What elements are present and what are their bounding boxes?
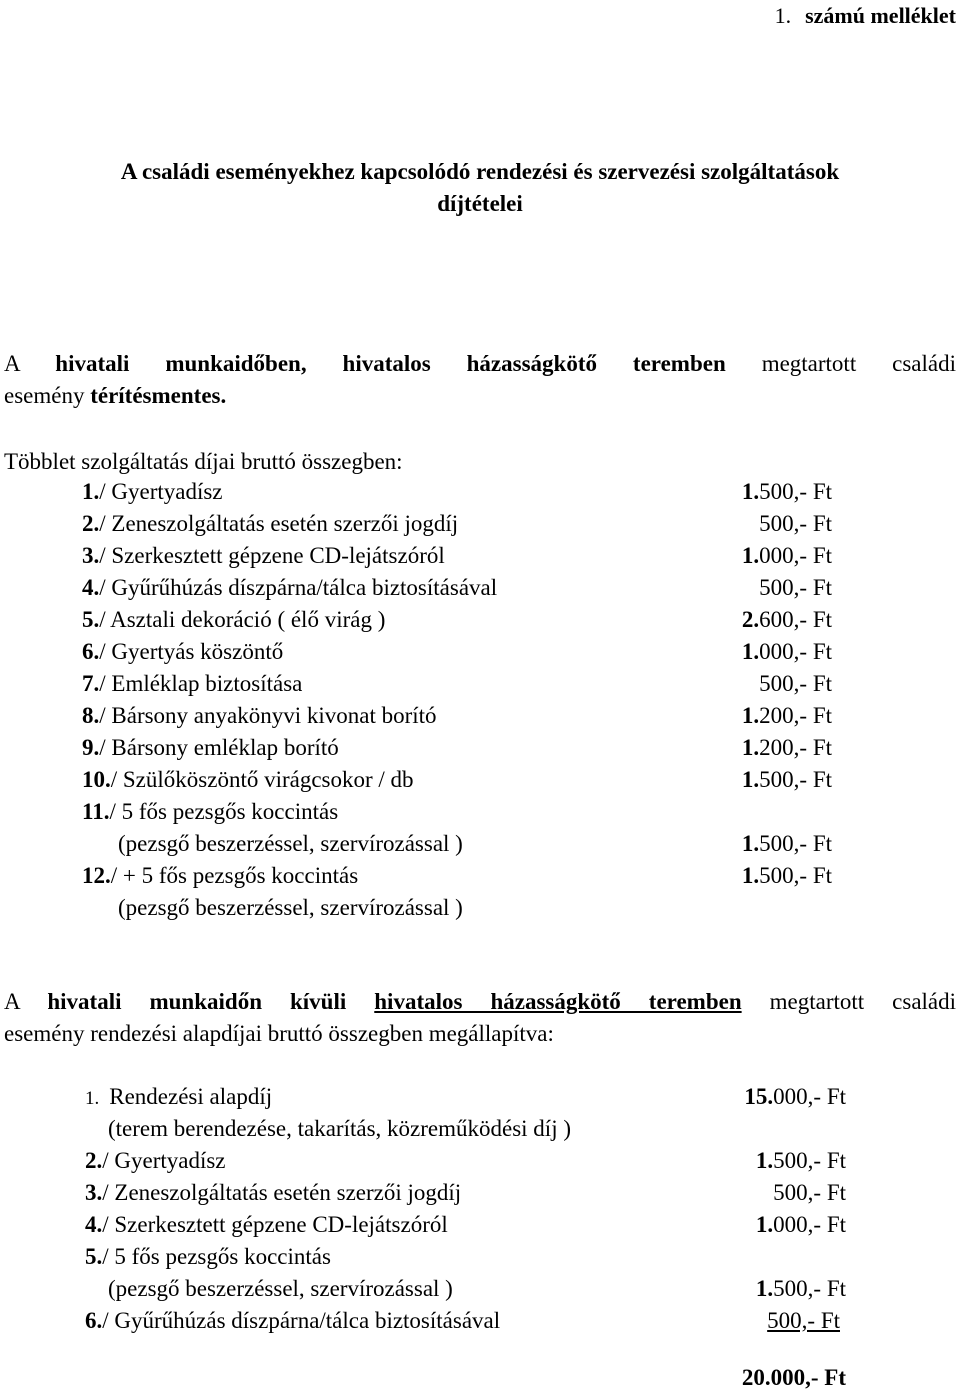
price-row [0,476,960,508]
item-number: 2. [82,511,100,536]
amount-value: 500,- Ft [767,1308,840,1333]
price-amount [742,700,832,732]
item-number: 6. [82,639,100,664]
paragraph-2-line1 [4,986,956,1018]
price-amount [742,476,832,508]
price-label [82,636,283,668]
item-label: / Gyűrűhúzás díszpárna/tálca biztosításával [102,1308,501,1333]
item-label: (pezsgő beszerzéssel, szervírozással ) [118,895,463,920]
item-label: / Szerkesztett gépzene CD-lejátszóról [102,1212,448,1237]
price-row [0,668,960,700]
price-row [0,1273,960,1305]
price-label [82,796,338,828]
amount-thousands: 1. [741,735,760,760]
item-label: / Gyertyadísz [102,1148,226,1173]
price-row [0,604,960,636]
para1-line2-bold: térítésmentes. [90,383,227,408]
amount-value: 000,- Ft [759,543,832,568]
amount-value: 200,- Ft [759,703,832,728]
price-amount [742,636,832,668]
para2-bold-underlined: hivatalos házasságkötő teremben [374,989,742,1014]
price-amount [756,1273,846,1305]
annex-header [775,0,956,32]
amount-thousands: 15. [744,1084,774,1109]
amount-value: 600,- Ft [759,607,832,632]
item-label: / + 5 fős pezsgős koccintás [110,863,359,888]
price-label [82,508,458,540]
amount-thousands: 1. [741,703,760,728]
amount-thousands: 1. [741,543,760,568]
price-label [108,1113,571,1145]
amount-value: 200,- Ft [759,735,832,760]
item-label: / 5 fős pezsgős koccintás [109,799,339,824]
section1-heading: Többlet szolgáltatás díjai bruttó összegben: [4,449,403,474]
para1-text-b: megtartott családi [761,351,957,376]
price-label [82,476,223,508]
item-number: 1. [82,479,100,504]
price-amount [742,604,832,636]
price-amount [742,764,832,796]
item-number: 10. [82,767,111,792]
item-label: (pezsgő beszerzéssel, szervírozással ) [108,1276,453,1301]
para2-bold: hivatali munkaidőn kívüli [47,989,347,1014]
price-row [0,1209,960,1241]
price-label [85,1241,331,1273]
amount-thousands: 1. [755,1276,774,1301]
amount-value: 500,- Ft [759,511,832,536]
price-row [0,1145,960,1177]
amount-value: 500,- Ft [759,767,832,792]
price-row [0,732,960,764]
item-number: 8. [82,703,100,728]
paragraph-1-line1 [4,348,956,380]
item-label: Rendezési alapdíj [109,1084,273,1109]
item-number: 3. [85,1180,103,1205]
item-label: / Asztali dekoráció ( élő virág ) [99,607,386,632]
item-number: 6. [85,1308,103,1333]
document-title-line2: díjtételei [437,191,523,216]
item-number: 9. [82,735,100,760]
total-amount: 20.000,- Ft [741,1365,846,1390]
price-label [82,668,302,700]
price-row [0,1113,960,1145]
amount-thousands: 1. [741,863,760,888]
price-label [82,700,437,732]
price-amount [742,828,832,860]
amount-thousands: 1. [741,767,760,792]
price-amount [744,1081,846,1113]
price-label [85,1177,461,1209]
price-amount [742,540,832,572]
price-label [85,1081,272,1115]
item-number: 5. [82,607,100,632]
price-row [0,764,960,796]
amount-thousands: 1. [755,1212,774,1237]
para1-line2-text: esemény [4,383,85,408]
amount-value: 500,- Ft [773,1148,846,1173]
price-label [118,892,463,924]
price-label [82,732,339,764]
price-amount [742,732,832,764]
item-number: 1. [85,1088,100,1109]
price-row [0,508,960,540]
price-label [85,1209,448,1241]
price-row [0,700,960,732]
amount-value: 500,- Ft [759,831,832,856]
item-number: 5. [85,1244,103,1269]
amount-value: 500,- Ft [759,479,832,504]
amount-value: 000,- Ft [773,1212,846,1237]
amount-value: 500,- Ft [759,863,832,888]
item-number: 2. [85,1148,103,1173]
document-title-line1: A családi eseményekhez kapcsolódó rendezési és szervezési szolgáltatások [120,159,840,184]
para2-text-a: A [4,989,20,1014]
item-number: 4. [85,1212,103,1237]
item-label: / Bársony anyakönyvi kivonat borító [99,703,437,728]
item-number: 12. [82,863,111,888]
annex-text: számú melléklet [805,3,956,28]
price-label [85,1145,226,1177]
para2-text-b: megtartott családi [769,989,957,1014]
price-row [0,796,960,828]
item-label: (terem berendezése, takarítás, közreműködési díj ) [108,1116,571,1141]
price-amount [767,1305,846,1337]
item-label: / Szerkesztett gépzene CD-lejátszóról [99,543,445,568]
amount-thousands: 1. [741,639,760,664]
price-amount [759,572,832,604]
item-label: / 5 fős pezsgős koccintás [102,1244,331,1269]
price-label [82,764,414,796]
price-label [108,1273,453,1305]
price-row [0,572,960,604]
price-row [0,892,960,924]
price-label [118,828,463,860]
amount-thousands: 1. [741,831,760,856]
item-number: 3. [82,543,100,568]
price-row [0,636,960,668]
price-amount [759,668,832,700]
item-number: 7. [82,671,100,696]
price-row [0,860,960,892]
price-row [0,1305,960,1337]
price-label [82,860,358,892]
price-amount [756,1209,846,1241]
price-amount [742,860,832,892]
amount-thousands: 2. [741,607,760,632]
price-amount [773,1177,846,1209]
price-label [82,572,497,604]
amount-value: 500,- Ft [773,1276,846,1301]
amount-thousands: 1. [741,479,760,504]
price-label [85,1305,500,1337]
item-number: 11. [82,799,110,824]
item-number: 4. [82,575,100,600]
price-row [0,1081,960,1113]
price-row [0,1177,960,1209]
paragraph-2-line2: esemény rendezési alapdíjai bruttó összegben megállapítva: [4,1021,554,1046]
item-label: / Szülőköszöntő virágcsokor / db [110,767,414,792]
price-row [0,1241,960,1273]
amount-value: 500,- Ft [759,671,832,696]
item-label: / Zeneszolgáltatás esetén szerzői jogdíj [102,1180,462,1205]
amount-value: 000,- Ft [773,1084,846,1109]
annex-number: 1. [774,3,792,28]
item-label: / Zeneszolgáltatás esetén szerzői jogdíj [99,511,459,536]
price-amount [759,508,832,540]
item-label: / Gyertyadísz [99,479,223,504]
item-label: / Gyertyás köszöntő [99,639,284,664]
price-amount [756,1145,846,1177]
price-label [82,540,445,572]
para1-text-a: A [4,351,20,376]
paragraph-1-line2 [4,380,226,412]
amount-value: 500,- Ft [759,575,832,600]
item-label: / Gyűrűhúzás díszpárna/tálca biztosításával [99,575,498,600]
amount-value: 500,- Ft [773,1180,846,1205]
price-row [0,540,960,572]
item-label: (pezsgő beszerzéssel, szervírozással ) [118,831,463,856]
item-label: / Emléklap biztosítása [99,671,303,696]
para1-bold: hivatali munkaidőben, hivatalos házasságkötő teremben [55,351,726,376]
price-label [82,604,385,636]
amount-thousands: 1. [755,1148,774,1173]
amount-value: 000,- Ft [759,639,832,664]
price-row [0,828,960,860]
item-label: / Bársony emléklap borító [99,735,339,760]
